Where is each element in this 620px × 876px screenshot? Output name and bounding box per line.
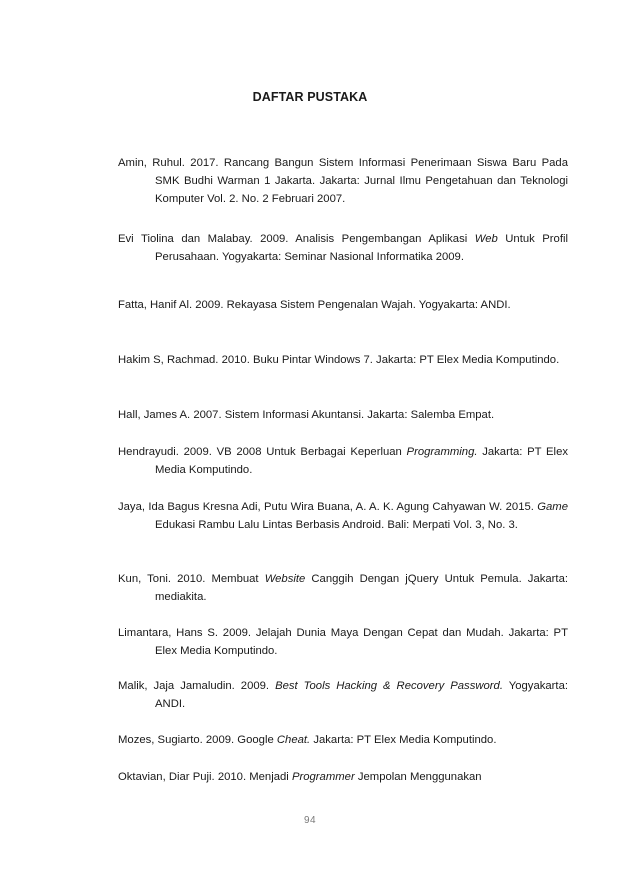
reference-entry	[118, 768, 568, 786]
page-number: 94	[303, 815, 317, 826]
reference-entry	[118, 570, 568, 606]
reference-text: Jaya, Ida Bagus Kresna Adi, Putu Wira Buana, A. A. K. Agung Cahyawan W. 2015.	[118, 501, 538, 513]
page-title: DAFTAR PUSTAKA	[252, 90, 368, 104]
reference-entry	[118, 731, 568, 749]
reference-text: Limantara, Hans S. 2009. Jelajah Dunia Maya Dengan Cepat dan Mudah. Jakarta: PT Elex Media Komputindo.	[118, 627, 568, 657]
reference-text: Untuk Profil Perusahaan. Yogyakarta: Seminar Nasional Informatika 2009.	[155, 233, 568, 263]
reference-italic-text: Cheat.	[276, 734, 311, 746]
reference-text: Edukasi Rambu Lalu Lintas Berbasis Android. Bali: Merpati Vol. 3, No. 3.	[155, 519, 518, 531]
reference-entry	[118, 406, 568, 424]
reference-text: Oktavian, Diar Puji. 2010. Menjadi	[118, 771, 292, 783]
reference-italic-text: Website	[264, 573, 306, 585]
reference-text: Canggih Dengan jQuery Untuk Pemula. Jakarta: mediakita.	[155, 573, 568, 603]
reference-text: Hakim S, Rachmad. 2010. Buku Pintar Windows 7. Jakarta: PT Elex Media Komputindo.	[118, 354, 560, 366]
reference-text: Evi Tiolina dan Malabay. 2009. Analisis Pengembangan Aplikasi	[118, 233, 475, 245]
reference-text: Jempolan Menggunakan	[354, 771, 482, 783]
reference-entry	[118, 624, 568, 660]
reference-entry	[118, 296, 568, 314]
reference-text: Kun, Toni. 2010. Membuat	[118, 573, 265, 585]
reference-entry	[118, 230, 568, 266]
reference-text: Fatta, Hanif Al. 2009. Rekayasa Sistem Pengenalan Wajah. Yogyakarta: ANDI.	[118, 299, 511, 311]
reference-entry	[118, 443, 568, 479]
reference-entry	[118, 498, 568, 534]
reference-text: Mozes, Sugiarto. 2009. Google	[118, 734, 277, 746]
reference-italic-text: Best Tools Hacking & Recovery Password.	[275, 680, 503, 692]
reference-text: Yogyakarta: ANDI.	[155, 680, 568, 710]
reference-italic-text: Game	[537, 501, 568, 513]
reference-text: Hendrayudi. 2009. VB 2008 Untuk Berbagai Keperluan	[118, 446, 407, 458]
reference-text: Hall, James A. 2007. Sistem Informasi Akuntansi. Jakarta: Salemba Empat.	[118, 409, 495, 421]
reference-text: Jakarta: PT Elex Media Komputindo.	[310, 734, 497, 746]
reference-entry	[118, 351, 568, 369]
reference-entry	[118, 677, 568, 713]
reference-text: Jakarta: PT Elex Media Komputindo.	[155, 446, 568, 476]
reference-text: Malik, Jaja Jamaludin. 2009.	[118, 680, 276, 692]
reference-entry	[118, 154, 568, 208]
reference-italic-text: Programmer	[291, 771, 355, 783]
reference-italic-text: Programming.	[406, 446, 478, 458]
reference-text: Amin, Ruhul. 2017. Rancang Bangun Sistem Informasi Penerimaan Siswa Baru Pada SMK Budhi Warman 1 Jakarta. Jakarta: Jurnal Ilmu Pengetahuan dan Teknologi Komputer Vol. 2. No. 2 Februari 2007.	[118, 157, 568, 205]
reference-italic-text: Web	[474, 233, 498, 245]
